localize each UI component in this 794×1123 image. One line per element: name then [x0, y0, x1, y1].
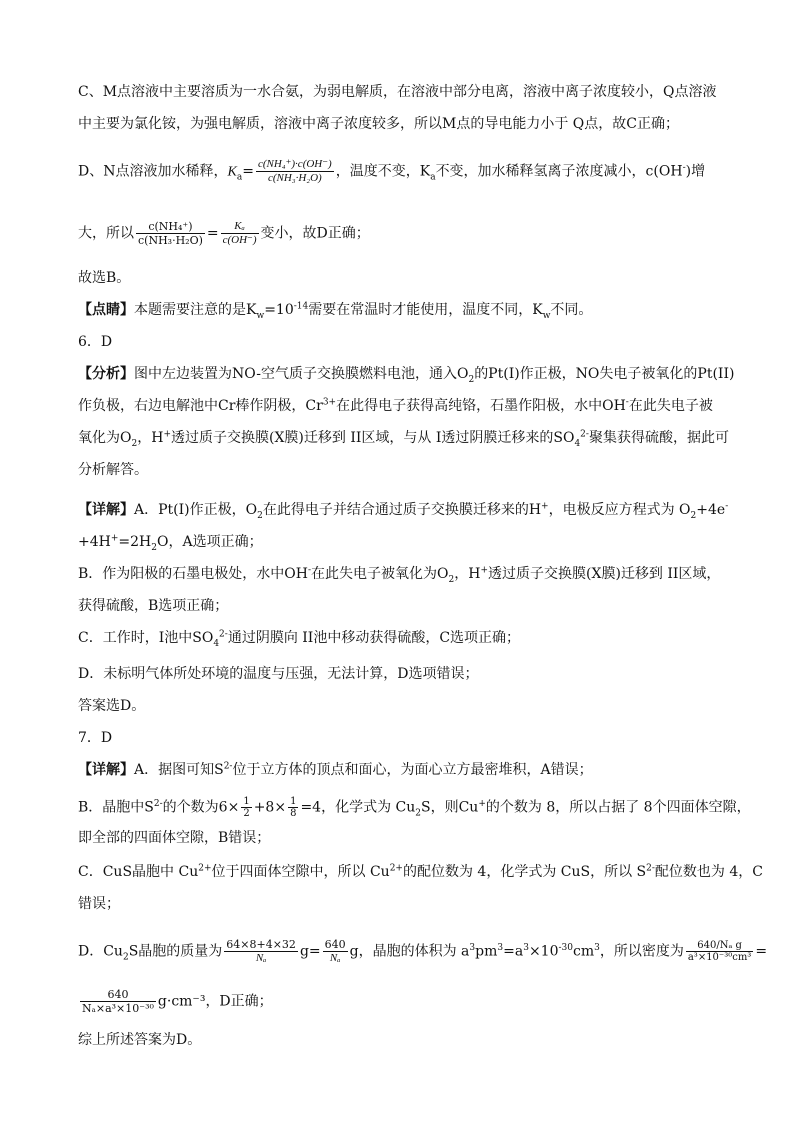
text-line: D、N点溶液加水稀释，$K_a=$ $\frac{\text{c(NH₄⁺)·c(OH⁻)}}{\text{c(NH₃·H₂O)}}$ ，温度不变，$K_a$不变，加水稀释氢离子浓度减小，c(OH-)增 — [78, 158, 706, 184]
formula-fraction: $\frac{64\times 8+4\times 32}{\text{Nₐ}}$ — [226, 938, 296, 964]
text-line: 【详解】A．据图可知$S^{2-}$位于立方体的顶点和面心，为面心立方最密堆积，A错误； — [78, 761, 593, 778]
formula-fraction: $\frac{\text{640/Nₐ g}}{\text{a³×10⁻³⁰cm³}}$ — [687, 940, 752, 963]
text-line: C、M点溶液中主要溶质为一水合氨，为弱电解质，在溶液中部分电离，溶液中离子浓度较小，Q点溶液 — [78, 84, 717, 100]
formula-fraction: $\frac{\text{c(NH₄⁺)}}{\text{c(NH₃·H₂O)}}$ — [138, 220, 203, 247]
formula-fraction: $\frac{\text{c(NH₄⁺)·c(OH⁻)}}{\text{c(NH₃·H₂O)}}$ — [257, 158, 332, 184]
text-line: 获得硫酸，B选项正确； — [78, 598, 229, 614]
text-line: 作负极，右边电解池中Cr棒作阴极，$Cr^{3+}$在此得电子获得高纯铬，石墨作阳极，水中OH-在此失电子被 — [78, 397, 713, 414]
text-line: 【分析】图中左边装置为NO-空气质子交换膜燃料电池，通入$O_2$的Pt(I)作正极，NO失电子被氧化的Pt(II) — [78, 366, 735, 385]
text-line: C．CuS晶胞中 $Cu^{2+}$位于四面体空隙中，所以 $Cu^{2+}$的配位数为 4，化学式为 CuS，所以 $S^{2-}$配位数也为 4，C — [78, 863, 763, 880]
text-line: 分析解答。 — [78, 462, 148, 478]
text-line: 【点睛】本题需要注意的是$K_w=10^{-14}$需要在常温时才能使用，温度不同，$K_w$不同。 — [78, 301, 593, 321]
question-number: 6．D — [78, 334, 113, 350]
text-line: 【详解】A．Pt(I)作正极，$O_2$在此得电子并结合通过质子交换膜迁移来的H+，电极反应方程式为 $O_2+4e^-$ — [78, 501, 729, 521]
text-line: D．$Cu_2S$晶胞的质量为 $\frac{64\times 8+4\times 32}{\text{Nₐ}}$ g= $\frac{640}{\text{Nₐ}}$ g，晶胞的体积为 $a^3pm^3=a^3\times 10^{-30}cm^3$，所以密度为 $\frac{\text{640/Nₐ g}}{\text{a³×10⁻³⁰cm³}}$ = — [78, 938, 768, 964]
text-line: 综上所述答案为D。 — [78, 1032, 202, 1048]
text-line: 答案选D。 — [78, 698, 146, 714]
text-line: 中主要为氯化铵，为强电解质，溶液中离子浓度较多，所以M点的导电能力小于 Q点，故C正确； — [78, 116, 679, 132]
formula-fraction: $\frac{\text{Kₐ}}{c(OH^-)}$ — [222, 220, 257, 246]
text-line: 故选B。 — [78, 270, 131, 286]
question-number: 7．D — [78, 730, 113, 746]
text-line: 即全部的四面体空隙，B错误； — [78, 830, 271, 846]
text-line: D．未标明气体所处环境的温度与压强，无法计算，D选项错误； — [78, 666, 479, 682]
formula-fraction: $\frac{1}{8}$ — [290, 796, 297, 819]
text-line: 氧化为$O_2$，H+透过质子交换膜(X膜)迁移到 II区域，与从 I透过阴膜迁移来的$SO_4^{2-}$聚集获得硫酸，据此可 — [78, 429, 729, 449]
formula-fraction: $\frac{1}{2}$ — [243, 796, 250, 819]
text-line: $\frac{640}{\text{Nₐ×a³×10⁻³⁰}}$ g·cm⁻³，D正确； — [82, 988, 273, 1015]
text-line: B．作为阳极的石墨电极处，水中OH-在此失电子被氧化为$O_2$，H+透过质子交换膜(X膜)迁移到 II区域， — [78, 565, 721, 585]
text-line: 错误； — [78, 896, 120, 912]
text-line: C．工作时，I池中$SO_4^{2-}$通过阴膜向 II池中移动获得硫酸，C选项正确； — [78, 629, 521, 649]
text-line: B．晶胞中$S^{2-}$的个数为6× $\frac{1}{2}$ +8× $\frac{1}{8}$ =4，化学式为 $Cu_2S$，则Cu+的个数为 8，所以占据了 8个四面体空隙， — [78, 796, 751, 819]
formula-fraction: $\frac{640}{\text{Nₐ}}$ — [324, 938, 346, 964]
text-line: 大，所以 $\frac{\text{c(NH₄⁺)}}{\text{c(NH₃·H₂O)}}$ = $\frac{\text{Kₐ}}{c(OH^-)}$ 变小，故D正确； — [78, 220, 370, 247]
formula-fraction: $\frac{640}{\text{Nₐ×a³×10⁻³⁰}}$ — [82, 988, 154, 1015]
text-line: $+4H^+=2H_2O$，A选项正确； — [78, 533, 263, 553]
